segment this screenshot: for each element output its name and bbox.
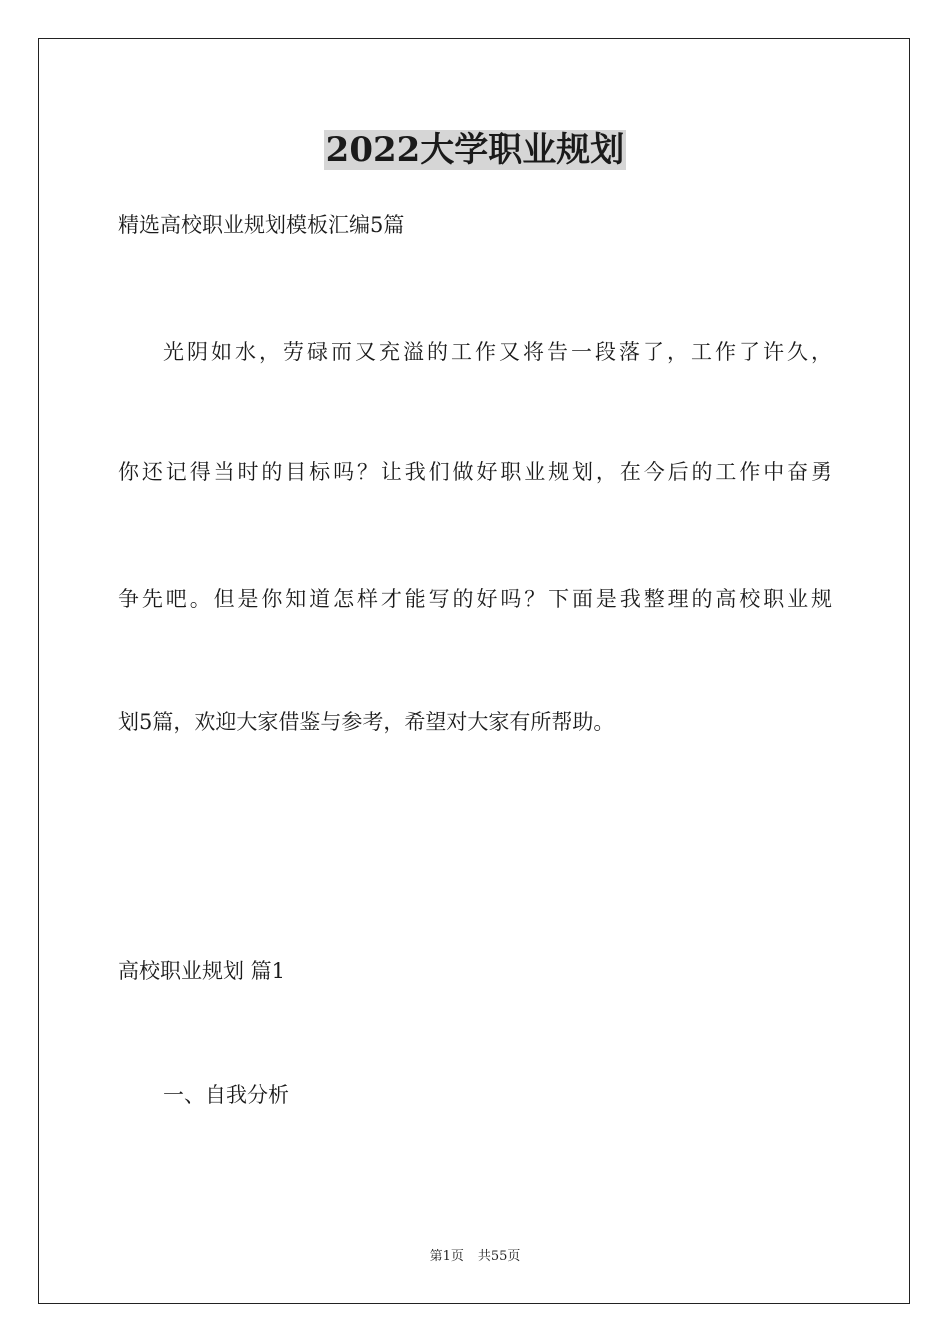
total-pages: 共55页 xyxy=(477,1249,521,1264)
document-title xyxy=(0,128,950,172)
intro-paragraph-line-4: 划5篇，欢迎大家借鉴与参考，希望对大家有所帮助。 xyxy=(118,710,615,734)
document-subtitle: 精选高校职业规划模板汇编5篇 xyxy=(118,213,405,237)
subsection-heading: 一、自我分析 xyxy=(163,1083,289,1107)
intro-paragraph-line-1: 光阴如水，劳碌而又充溢的工作又将告一段落了，工作了许久， xyxy=(163,340,832,364)
intro-paragraph-line-3: 争先吧。但是你知道怎样才能写的好吗？下面是我整理的高校职业规 xyxy=(118,587,832,611)
title-text: 2022大学职业规划 xyxy=(325,130,625,170)
page-footer xyxy=(0,1248,950,1266)
intro-paragraph-line-2: 你还记得当时的目标吗？让我们做好职业规划，在今后的工作中奋勇 xyxy=(118,460,832,484)
current-page-number: 第1页 xyxy=(429,1249,464,1264)
section-heading: 高校职业规划 篇1 xyxy=(118,959,286,983)
